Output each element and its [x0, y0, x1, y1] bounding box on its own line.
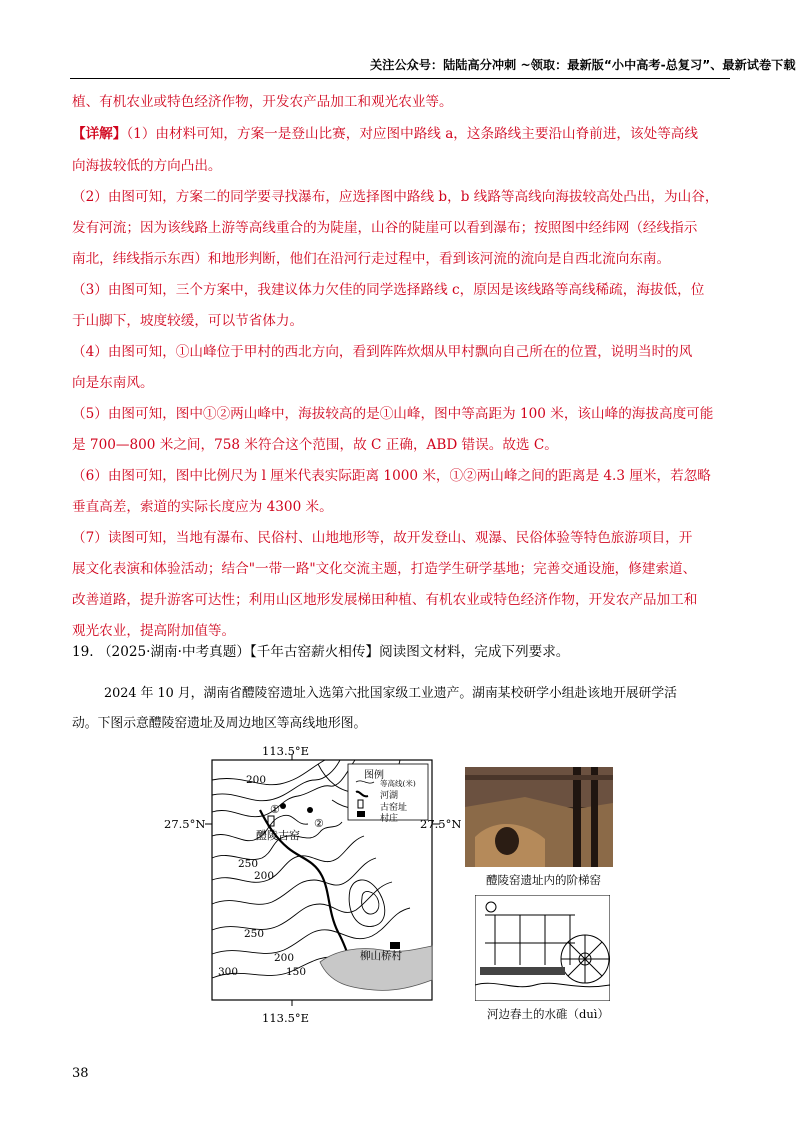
peak-1-marker [280, 803, 286, 809]
detail-p7-l2: 展文化表演和体验活动；结合"一带一路"文化交流主题，打造学生研学基地；完善交通设施，修建索道、 [72, 561, 697, 577]
question-number: 19. [72, 644, 94, 660]
detail-tag: 【详解】 [72, 126, 127, 142]
question-title: 【千年古窑薪火相传】阅读图文材料，完成下列要求。 [249, 644, 570, 660]
village-label: 柳山桥村 [360, 950, 402, 962]
detail-p5-l1: （5）由图可知，图中①②两山峰中，海拔较高的是①山峰，图中等高距为 100 米，该山峰的海拔高度可能 [72, 406, 714, 422]
question-19 [72, 640, 569, 660]
stepped-kiln-photo [465, 767, 613, 867]
lon-bottom-label: 113.5°E [262, 1011, 310, 1025]
header-notice: 关注公众号：陆陆高分冲刺 ~领取：最新版“小中高考-总复习”、最新试卷下载 [370, 58, 796, 72]
detail-p7-l3: 改善道路，提升游客可达性；利用山区地形发展梯田种植、有机农业或特色经济作物，开发农产品加工和 [72, 592, 698, 608]
contour-label: 250 [244, 928, 265, 940]
detail-p7-l4: 观光农业，提高附加值等。 [72, 623, 236, 639]
legend-title: 图例 [364, 770, 384, 781]
legend-item: 村庄 [380, 814, 399, 824]
contour-label: 250 [238, 858, 259, 870]
peak-2-marker [307, 807, 313, 813]
detail-p2-l1: （2）由图可知，方案二的同学要寻找瀑布，应选择图中路线 b，b 线路等高线向海拔较高处凸出，为山谷， [72, 189, 719, 205]
lat-right-label: 27.5°N [420, 817, 462, 831]
detail-p7-l1: （7）读图可知，当地有瀑布、民俗村、山地地形等，故开发登山、观瀑、民俗体验等特色旅游项目，开 [72, 530, 693, 546]
header-rule [70, 78, 730, 79]
contour-label: 200 [274, 952, 295, 964]
contour-label: 300 [218, 966, 239, 978]
contour-label: 200 [254, 870, 275, 882]
lon-top-label: 113.5°E [262, 744, 310, 758]
lat-left-label: 27.5°N [164, 817, 206, 831]
contour-label: 200 [246, 774, 267, 786]
kiln-photo-caption: 醴陵窑遗址内的阶梯窑 [486, 873, 601, 887]
detail-p1-l1: （1）由材料可知，方案一是登山比赛，对应图中路线 a，这条路线主要沿山脊前进，该处等高线 [126, 126, 698, 142]
detail-p1 [72, 120, 732, 149]
detail-p4-l1: （4）由图可知，①山峰位于甲村的西北方向，看到阵阵炊烟从甲村飘向自己所在的位置，说明当时的风 [72, 344, 693, 360]
question-source: （2025·湖南·中考真题） [97, 644, 250, 660]
legend-item: 河湖 [380, 791, 399, 801]
contour-label: 150 [286, 966, 307, 978]
legend-village-icon [357, 811, 365, 817]
peak-2-label: ② [314, 817, 324, 830]
detail-p4-l2: 向是东南风。 [72, 375, 154, 391]
page-number: 38 [72, 1066, 89, 1081]
detail-p6-l1: （6）由图可知，图中比例尺为 l 厘米代表实际距离 1000 米，①②两山峰之间的距离是 4.3 厘米，若忽略 [72, 468, 711, 484]
peak-1-label: ① [270, 803, 280, 816]
kiln-label: 醴陵古窑 [256, 829, 300, 842]
detail-p5-l2: 是 700—800 米之间，758 米符合这个范围，故 C 正确，ABD 错误。故选 C。 [72, 437, 558, 453]
detail-p1-l2: 向海拔较低的方向凸出。 [72, 158, 222, 174]
material-l2: 动。下图示意醴陵窑遗址及周边地区等高线地形图。 [72, 716, 367, 731]
water-mill-illustration [475, 895, 610, 1001]
mill-caption: 河边舂土的水碓（duì） [487, 1007, 609, 1021]
detail-p6-l2: 垂直高差，索道的实际长度应为 4300 米。 [72, 499, 333, 515]
answer-line: 植、有机农业或特色经济作物，开发农产品加工和观光农业等。 [72, 94, 453, 110]
detail-p2-l3: 南北，纬线指示东西）和地形判断，他们在沿河行走过程中，看到该河流的流向是自西北流向东南。 [72, 251, 671, 267]
legend-item: 古窑址 [380, 803, 408, 813]
detail-p2-l2: 发有河流；因为该线路上游等高线重合的为陡崖，山谷的陡崖可以看到瀑布；按照图中经纬网（经线指示 [72, 220, 698, 236]
material-l1: 2024 年 10 月，湖南省醴陵窑遗址入选第六批国家级工业遗产。湖南某校研学小组赴该地开展研学活 [104, 686, 677, 701]
detail-p3-l1: （3）由图可知，三个方案中，我建议体力欠佳的同学选择路线 c，原因是该线路等高线稀疏，海拔低，位 [72, 282, 705, 298]
legend-item: 等高线(米) [380, 779, 416, 788]
detail-p3-l2: 于山脚下，坡度较缓，可以节省体力。 [72, 313, 304, 329]
